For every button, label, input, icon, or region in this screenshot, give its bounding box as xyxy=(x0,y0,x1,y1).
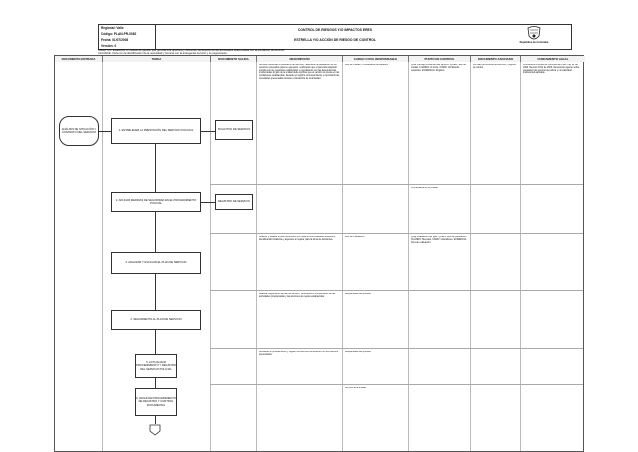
header-block xyxy=(98,24,572,50)
header-line: Versión: 0 xyxy=(101,44,117,48)
header-line: Código: PLAN-PR-0082 xyxy=(101,32,137,36)
scope-text: ALCANCE: Inicia con la identificación de la necesidad y termina con la entrega del servicio y su seguimiento. xyxy=(98,52,228,56)
document-title: CONTROL DE RIESGOS Y/O IMPACTOS ERES xyxy=(297,28,373,32)
col-header: DOCUMENTO SALIDA xyxy=(211,56,257,62)
output-document-1: SOLICITUD DE SERVICIO xyxy=(215,120,253,140)
process-table xyxy=(54,55,584,452)
col-header: DOCUMENTO ASOCIADO xyxy=(471,56,521,62)
task-4-box: 4. SEGUIMIENTO AL PLAN DE SERVICIO xyxy=(111,310,201,330)
task-5-box: 5. ACTUALIZAR PROCEDIMIENTO Y REGISTRO DEL SERVICIO POLICIAL xyxy=(135,354,177,378)
row-responsible: Responsable del proceso xyxy=(345,293,371,295)
task-3-box: 3. ANALIZAR Y EVALUAR EL PLAN DE SERVICIO xyxy=(111,252,201,274)
output-document-2: REGISTRO DE SERVICIO xyxy=(215,194,253,210)
flow-connector xyxy=(201,202,215,203)
col-header: CARGO O ROL RESPONSABLE xyxy=(343,56,409,62)
task-6-box: 6. ARCHIVAR PROCEDIMIENTO DE REGISTRO Y CONTROL DOCUMENTAL xyxy=(135,388,177,416)
end-connector-icon xyxy=(149,424,161,436)
column-divider xyxy=(471,62,521,451)
row-description: Actualizar el procedimiento y registro del servicio de acuerdo con los cambios presentados. xyxy=(259,351,339,356)
row-responsible: Jefe de Unidad / Comandante de Estación xyxy=(345,64,389,66)
col-header: FUNDAMENTO LEGAL xyxy=(521,56,585,62)
flow-connector xyxy=(201,131,215,132)
flow-connector xyxy=(99,131,111,132)
row-control: QUÉ: Revisar la solicitud del servicio. QUIÉN: Jefe de unidad. CUÁNDO: Al inicio. CÓMO: Verificando requisitos. EVIDENCIA: Registro. xyxy=(411,64,466,72)
flow-connector xyxy=(155,378,156,388)
row-description: Se debe identificar la prestación del servicio, realizando la planeación de los recursos necesarios para su ejecución, verificando que el personal asignado cumpla con los requisitos establecidos y coordinando con las dependencias involucradas. El jefe de la unidad debe verificar que el servicio se preste en las condiciones establecidas, llevando el registro correspondiente y reportando las novedades presentadas durante el desarrollo de la actividad. xyxy=(259,64,340,80)
flow-connector xyxy=(155,212,156,252)
row-description: Realizar seguimiento al plan de servicio, verificando el cumplimiento de las actividades programadas y las acciones de mejora establecidas. xyxy=(259,293,336,298)
col-header: DOCUMENTO ENTRADA xyxy=(55,56,103,62)
header-line: Regional: Valle xyxy=(101,26,124,30)
flow-connector xyxy=(155,144,156,192)
row-associated-doc: Formato de solicitud del servicio y registro de control xyxy=(473,64,516,69)
col-header: TAREA xyxy=(103,56,211,62)
flow-connector xyxy=(155,330,156,354)
flow-connector xyxy=(155,416,156,424)
logo-caption: República de Colombia xyxy=(519,41,549,44)
row-responsible: Responsable del proceso xyxy=(345,351,371,353)
task-2-box: 2. APLICAR MEDIDAS DE SEGURIDAD EN EL PROCEDIMIENTO POLICIAL xyxy=(111,192,201,212)
task-1-box: 1. ESTABLECER LA PRESTACIÓN DEL SERVICIO POLICIAL xyxy=(111,118,201,144)
row-responsible: Comandante de la Unidad xyxy=(411,187,438,189)
row-legal: Constitución Política de Colombia de 1991. Ley 62 de 1993. Decreto 1512 de 2000. Resolución vigente sobre prestación del servicio de policía y normatividad institucional aplicable. xyxy=(523,64,580,75)
flow-connector xyxy=(155,274,156,310)
header-line: Fecha: 01/07/2008 xyxy=(101,38,129,42)
row-responsible: Archivo de la unidad xyxy=(345,387,366,389)
header-divider xyxy=(155,25,156,49)
col-header: DESCRIPCIÓN xyxy=(257,56,343,62)
objective-text: OBJETIVO: Establecer el modelo de gestión que permita una oportuna y suficiente verificación de las actividades relacionadas con la prestación del servicio. xyxy=(98,49,286,52)
document-subtitle: ESTRELLA Y/O ACCIÓN DE RIESGO DE CONTROL xyxy=(294,38,376,42)
coat-of-arms-icon xyxy=(525,26,543,42)
input-document-shape: ANÁLISIS DE SITUACIÓN Y CONTEXTO DEL SERVICIO xyxy=(59,116,99,146)
row-description: Analizar y evaluar el plan de servicio con base en los resultados obtenidos, identificando fortalezas y aspectos a mejorar para la toma de decisiones. xyxy=(259,236,336,241)
row-responsible: Jefe de Planeación xyxy=(345,236,365,238)
row-control: QUÉ: Evaluación del plan. QUIÉN: Jefe de planeación. CUÁNDO: Mensual. CÓMO: Indicadores. EVIDENCIA: Acta de evaluación. xyxy=(411,236,467,244)
col-header: PUNTO DE CONTROL xyxy=(409,56,471,62)
